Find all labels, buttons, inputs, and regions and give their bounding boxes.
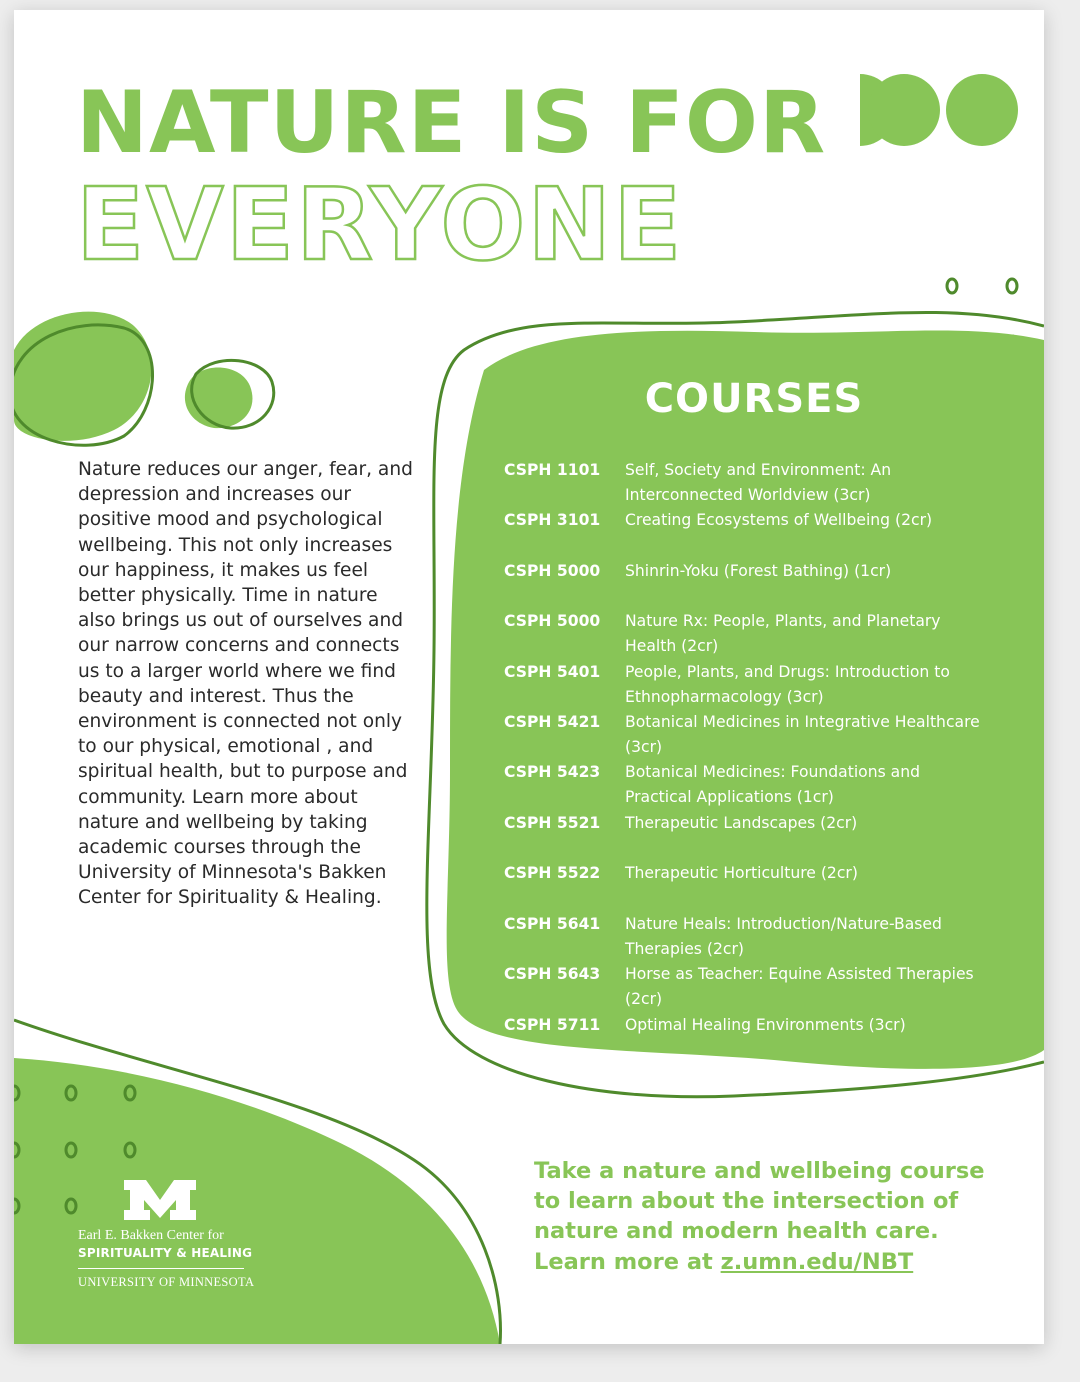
course-code: CSPH 5641 xyxy=(504,915,601,933)
course-title: People, Plants, and Drugs: Introduction to Ethnopharmacology (3cr) xyxy=(625,663,950,707)
circle-icon xyxy=(946,74,1018,146)
course-title: Shinrin-Yoku (Forest Bathing) (1cr) xyxy=(625,562,892,580)
cta-text: Take a nature and wellbeing course to learn about the intersection of nature and modern health care. Learn more at xyxy=(534,1158,985,1275)
course-code: CSPH 5421 xyxy=(504,713,601,731)
bakken-center-logo xyxy=(78,1178,268,1290)
course-code: CSPH 5423 xyxy=(504,763,601,781)
course-code: CSPH 3101 xyxy=(504,511,601,529)
course-code: CSPH 1101 xyxy=(504,461,601,479)
logo-line-1: Earl E. Bakken Center for xyxy=(78,1228,224,1243)
course-code: CSPH 5522 xyxy=(504,864,601,882)
course-code: CSPH 5711 xyxy=(504,1016,601,1034)
intro-paragraph: Nature reduces our anger, fear, and depression and increases our positive mood and psychological wellbeing. This not only increases our happiness, it makes us feel better physically. Time in nature also brings us out of ourselves and our narrow concerns and connects us to a larger world where we find beauty and interest. Thus the environment is connected not only to our physical, emotional , and spiritual health, but to purpose and community. Learn more about nature and wellbeing by taking academic courses through the University of Minnesota's Bakken Center for Spirituality & Healing. xyxy=(78,459,413,909)
title-line-2: EVERYONE xyxy=(76,166,684,283)
course-title: Botanical Medicines: Foundations and Practical Applications (1cr) xyxy=(625,763,921,807)
course-code: CSPH 5000 xyxy=(504,612,601,630)
flyer-page xyxy=(14,10,1044,1344)
course-title: Therapeutic Horticulture (2cr) xyxy=(625,864,858,882)
course-title: Nature Rx: People, Plants, and Planetary Health (2cr) xyxy=(625,612,941,656)
course-code: CSPH 5401 xyxy=(504,663,601,681)
course-title: Self, Society and Environment: An Interconnected Worldview (3cr) xyxy=(625,461,892,505)
courses-heading: COURSES xyxy=(644,376,864,422)
title-line-1: NATURE IS FOR xyxy=(76,73,827,173)
university-m-logo-icon xyxy=(122,1178,198,1222)
course-title: Nature Heals: Introduction/Nature-Based Therapies (2cr) xyxy=(625,915,942,959)
course-title: Creating Ecosystems of Wellbeing (2cr) xyxy=(625,511,933,529)
call-to-action xyxy=(534,1156,1004,1277)
logo-line-2: SPIRITUALITY & HEALING xyxy=(78,1246,253,1260)
course-code: CSPH 5000 xyxy=(504,562,601,580)
circle-icon xyxy=(868,74,940,146)
course-title: Botanical Medicines in Integrative Healthcare (3cr) xyxy=(625,713,980,757)
course-code: CSPH 5521 xyxy=(504,814,601,832)
logo-line-3: UNIVERSITY OF MINNESOTA xyxy=(78,1275,255,1289)
cta-link[interactable]: z.umn.edu/NBT xyxy=(720,1248,914,1275)
logo-divider xyxy=(78,1268,244,1269)
course-title: Therapeutic Landscapes (2cr) xyxy=(625,814,858,832)
course-title: Optimal Healing Environments (3cr) xyxy=(625,1016,906,1034)
course-code: CSPH 5643 xyxy=(504,965,601,983)
course-title: Horse as Teacher: Equine Assisted Therapies (2cr) xyxy=(625,965,974,1009)
